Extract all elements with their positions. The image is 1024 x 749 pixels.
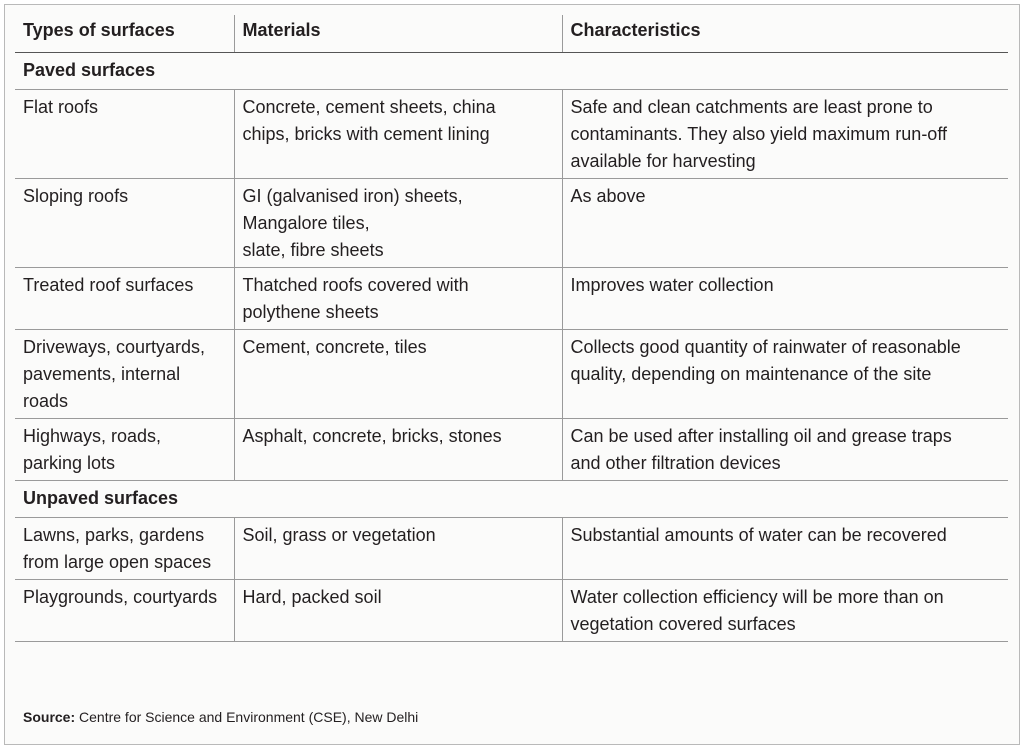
- cell-text-line: Cement, concrete, tiles: [242, 336, 427, 357]
- table-row: [15, 579, 1008, 641]
- group-heading: Unpaved surfaces: [15, 480, 1008, 517]
- table-header-row: [15, 15, 1008, 52]
- cell-text-line: and other filtration devices: [570, 452, 781, 473]
- cell-characteristics: [562, 178, 1008, 267]
- cell-materials: [234, 329, 562, 418]
- cell-text-line: Mangalore tiles,: [242, 212, 370, 233]
- cell-text-line: GI (galvanised iron) sheets,: [242, 185, 463, 206]
- cell-text-line: contaminants. They also yield maximum run-off: [570, 123, 947, 144]
- cell-surface-type: [15, 267, 234, 329]
- table-row: [15, 329, 1008, 418]
- cell-text-line: from large open spaces: [23, 551, 212, 572]
- cell-text-line: vegetation covered surfaces: [570, 613, 796, 634]
- cell-text-line: Collects good quantity of rainwater of reasonable: [570, 336, 961, 357]
- table-row: [15, 89, 1008, 178]
- group-heading-row: [15, 52, 1008, 89]
- cell-characteristics: [562, 329, 1008, 418]
- cell-characteristics: [562, 517, 1008, 579]
- table-row: [15, 517, 1008, 579]
- cell-surface-type: [15, 418, 234, 480]
- cell-text-line: Asphalt, concrete, bricks, stones: [242, 425, 502, 446]
- cell-text-line: Can be used after installing oil and grease traps: [570, 425, 952, 446]
- cell-text-line: roads: [23, 390, 69, 411]
- cell-surface-type: [15, 329, 234, 418]
- cell-characteristics: [562, 579, 1008, 641]
- cell-characteristics: [562, 418, 1008, 480]
- cell-text-line: slate, fibre sheets: [242, 239, 384, 260]
- cell-text-line: Playgrounds, courtyards: [23, 586, 218, 607]
- cell-materials: [234, 517, 562, 579]
- cell-text-line: As above: [570, 185, 646, 206]
- cell-text-line: Thatched roofs covered with: [242, 274, 469, 295]
- cell-surface-type: [15, 178, 234, 267]
- cell-text-line: Soil, grass or vegetation: [242, 524, 436, 545]
- cell-text-line: chips, bricks with cement lining: [242, 123, 490, 144]
- cell-text-line: Improves water collection: [570, 274, 774, 295]
- cell-materials: [234, 579, 562, 641]
- column-header-materials: Materials: [234, 15, 562, 52]
- group-heading-row: [15, 480, 1008, 517]
- document-page: [4, 4, 1020, 745]
- cell-text-line: Highways, roads,: [23, 425, 162, 446]
- cell-materials: [234, 178, 562, 267]
- cell-text-line: Hard, packed soil: [242, 586, 382, 607]
- cell-characteristics: [562, 267, 1008, 329]
- cell-text-line: Lawns, parks, gardens: [23, 524, 205, 545]
- cell-text-line: quality, depending on maintenance of the site: [570, 363, 932, 384]
- cell-text-line: polythene sheets: [242, 301, 379, 322]
- cell-text-line: Safe and clean catchments are least prone to: [570, 96, 933, 117]
- cell-surface-type: [15, 579, 234, 641]
- table-body: [15, 52, 1008, 641]
- cell-text-line: parking lots: [23, 452, 116, 473]
- cell-materials: [234, 267, 562, 329]
- cell-surface-type: [15, 89, 234, 178]
- cell-text-line: Treated roof surfaces: [23, 274, 194, 295]
- source-label: Source:: [23, 709, 76, 725]
- cell-surface-type: [15, 517, 234, 579]
- column-header-characteristics: Characteristics: [562, 15, 1008, 52]
- table-row: [15, 267, 1008, 329]
- cell-text-line: Flat roofs: [23, 96, 99, 117]
- column-header-types: Types of surfaces: [15, 15, 234, 52]
- cell-text-line: Substantial amounts of water can be recovered: [570, 524, 947, 545]
- table-row: [15, 178, 1008, 267]
- cell-text-line: pavements, internal: [23, 363, 181, 384]
- cell-materials: [234, 89, 562, 178]
- source-note: [23, 707, 418, 727]
- cell-text-line: Driveways, courtyards,: [23, 336, 206, 357]
- cell-text-line: Concrete, cement sheets, china: [242, 96, 496, 117]
- surfaces-table: [15, 15, 1008, 642]
- cell-characteristics: [562, 89, 1008, 178]
- cell-materials: [234, 418, 562, 480]
- cell-text-line: available for harvesting: [570, 150, 756, 171]
- group-heading: Paved surfaces: [15, 52, 1008, 89]
- cell-text-line: Sloping roofs: [23, 185, 129, 206]
- source-text: Centre for Science and Environment (CSE), New Delhi: [75, 709, 419, 725]
- table-row: [15, 418, 1008, 480]
- cell-text-line: Water collection efficiency will be more than on: [570, 586, 944, 607]
